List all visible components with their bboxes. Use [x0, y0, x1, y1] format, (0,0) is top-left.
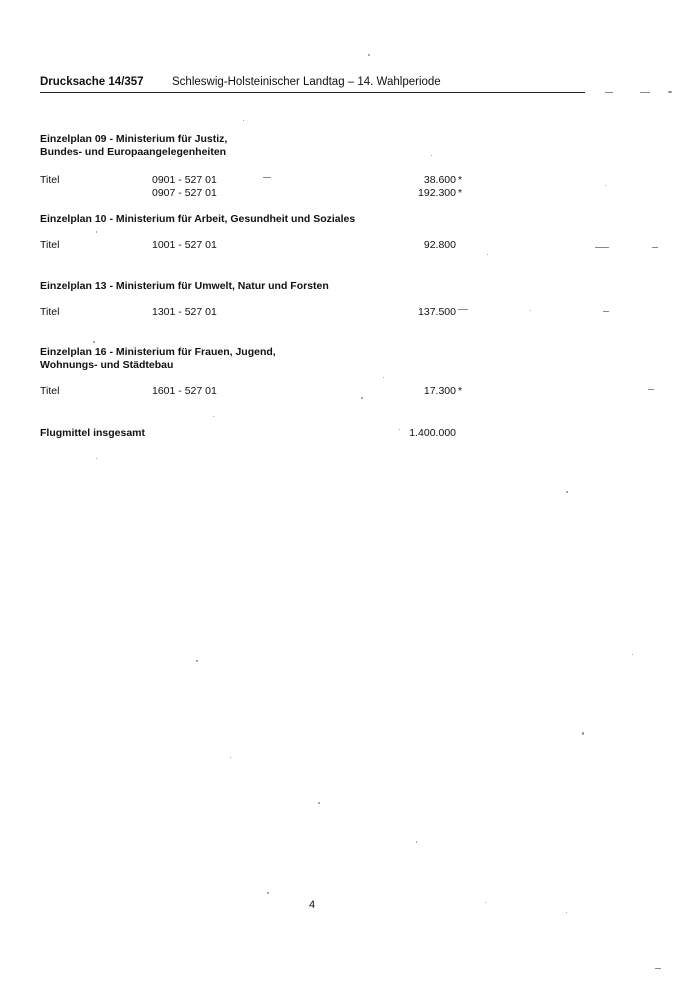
row-label: Titel — [40, 239, 60, 251]
document-title: Schleswig-Holsteinischer Landtag – 14. Wahlperiode — [172, 76, 441, 88]
table-row — [40, 174, 480, 187]
scan-speck — [566, 491, 568, 493]
scan-speck — [361, 397, 363, 399]
section-heading-einzelplan-13 — [40, 280, 329, 293]
footnote-mark: * — [458, 174, 463, 186]
scan-speck — [458, 309, 468, 310]
scan-speck — [196, 660, 198, 662]
scan-speck — [93, 341, 95, 343]
document-number: Drucksache 14/357 — [40, 76, 144, 88]
table-row — [40, 306, 480, 319]
scan-speck — [96, 458, 97, 459]
scan-speck — [96, 231, 97, 233]
title-code: 1601 - 527 01 — [152, 385, 217, 397]
scan-speck — [263, 177, 271, 178]
scan-speck — [566, 912, 567, 913]
section-heading-line: Einzelplan 09 - Ministerium für Justiz, — [40, 133, 228, 145]
section-heading-line: Einzelplan 10 - Ministerium für Arbeit, Gesundheit und Soziales — [40, 213, 356, 225]
scan-speck — [668, 91, 672, 93]
scan-speck — [655, 968, 661, 969]
scan-speck — [530, 310, 531, 311]
row-amount: 137.500 — [418, 306, 456, 318]
title-code: 1001 - 527 01 — [152, 239, 217, 251]
table-row — [40, 385, 480, 398]
row-amount: 17.300 — [423, 385, 456, 397]
scan-speck — [605, 185, 606, 186]
row-amount: 38.600 — [423, 174, 456, 186]
title-code: 1301 - 527 01 — [152, 306, 217, 318]
scan-speck — [416, 841, 417, 843]
section-heading-einzelplan-10 — [40, 213, 355, 226]
row-amount: 192.300 — [418, 187, 456, 199]
scan-speck — [243, 120, 244, 121]
table-row — [40, 187, 480, 200]
section-heading-line: Bundes- und Europaangelegenheiten — [40, 146, 227, 158]
section-heading-line: Einzelplan 16 - Ministerium für Frauen, Jugend, — [40, 346, 276, 358]
scan-speck — [368, 54, 370, 56]
scan-speck — [318, 802, 320, 804]
scan-speck — [582, 732, 584, 735]
scan-speck — [230, 757, 231, 758]
scan-speck — [603, 311, 609, 312]
scan-speck — [431, 155, 432, 156]
scan-speck — [399, 429, 400, 430]
row-label: Titel — [40, 174, 60, 186]
section-heading-line: Einzelplan 13 - Ministerium für Umwelt, Natur und Forsten — [40, 280, 329, 292]
scan-speck — [595, 247, 609, 248]
scan-speck — [632, 654, 633, 655]
row-label: Titel — [40, 385, 60, 397]
footnote-mark: * — [458, 385, 463, 397]
total-label: Flugmittel insgesamt — [40, 427, 146, 439]
scan-speck — [648, 389, 654, 390]
title-code: 0901 - 527 01 — [152, 174, 217, 186]
scan-speck — [605, 92, 613, 93]
title-code: 0907 - 527 01 — [152, 187, 217, 199]
page-number: 4 — [308, 899, 316, 911]
scan-speck — [267, 892, 269, 894]
section-heading-einzelplan-16 — [40, 346, 276, 372]
footnote-mark: * — [458, 187, 463, 199]
scan-speck — [640, 92, 650, 93]
scan-speck — [652, 247, 658, 248]
section-heading-einzelplan-09 — [40, 133, 227, 159]
scan-speck — [485, 902, 486, 903]
table-row — [40, 239, 480, 252]
total-row — [40, 427, 480, 440]
row-label: Titel — [40, 306, 60, 318]
scan-speck — [213, 416, 214, 417]
total-amount: 1.400.000 — [409, 427, 456, 439]
page-header — [40, 76, 585, 92]
section-heading-line: Wohnungs- und Städtebau — [40, 359, 174, 371]
row-amount: 92.800 — [423, 239, 456, 251]
scan-speck — [487, 254, 488, 255]
header-rule — [40, 92, 585, 93]
scan-speck — [383, 377, 384, 378]
